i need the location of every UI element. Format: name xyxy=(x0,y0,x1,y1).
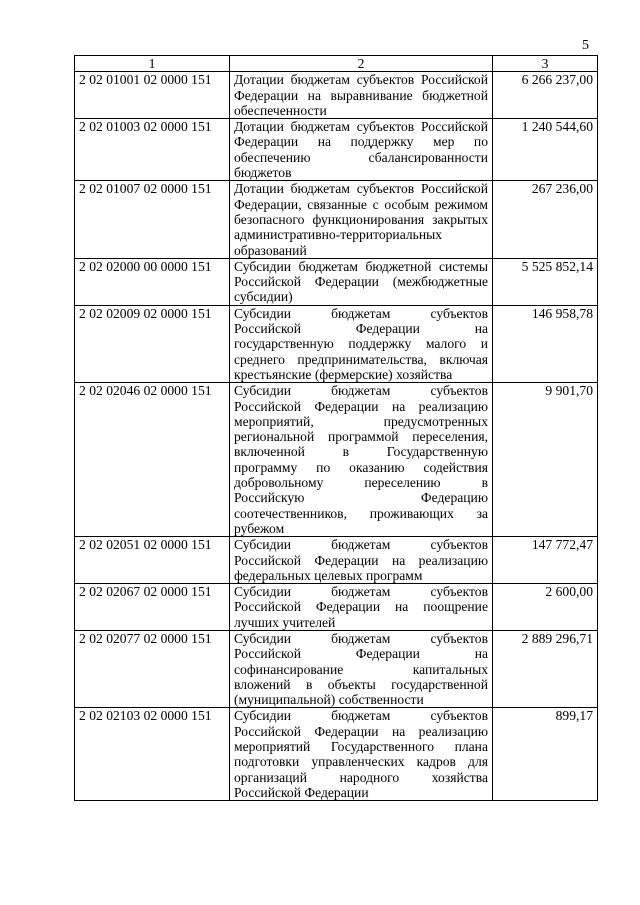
description-line: Федерации на поддержку мер по xyxy=(234,134,488,150)
description-line: Субсидии бюджетам субъектов xyxy=(234,708,488,724)
amount-cell: 147 772,47 xyxy=(493,537,598,584)
description-cell xyxy=(230,708,493,801)
description-line: (муниципальной) собственности xyxy=(234,692,424,708)
budget-code-cell: 2 02 01003 02 0000 151 xyxy=(75,119,230,181)
budget-code-cell: 2 02 01007 02 0000 151 xyxy=(75,181,230,258)
column-header-code: 1 xyxy=(75,56,230,72)
description-line: организаций народного хозяйства xyxy=(234,769,488,785)
table-row xyxy=(75,630,598,707)
table-row xyxy=(75,181,598,258)
amount-cell: 2 889 296,71 xyxy=(493,630,598,707)
amount-cell: 9 901,70 xyxy=(493,383,598,537)
table-body xyxy=(75,72,598,801)
budget-code-cell: 2 02 02077 02 0000 151 xyxy=(75,630,230,707)
description-line: мероприятий, предусмотренных xyxy=(234,413,488,429)
description-line: Российской Федерации на реализацию xyxy=(234,723,488,739)
column-header-amount: 3 xyxy=(493,56,598,72)
description-line: добровольному переселению в xyxy=(234,475,488,491)
description-cell xyxy=(230,537,493,584)
description-line: Субсидии бюджетам субъектов xyxy=(234,305,488,321)
description-line: Российской Федерации (межбюджетные xyxy=(234,274,488,290)
budget-code-cell: 2 02 01001 02 0000 151 xyxy=(75,72,230,119)
table-row xyxy=(75,383,598,537)
description-line: Российской Федерации на реализацию xyxy=(234,552,488,568)
description-line: образований xyxy=(234,242,307,258)
description-line: Субсидии бюджетам субъектов xyxy=(234,537,488,553)
budget-code-cell: 2 02 02000 00 0000 151 xyxy=(75,258,230,305)
description-cell xyxy=(230,258,493,305)
amount-cell: 2 600,00 xyxy=(493,584,598,631)
budget-code-cell: 2 02 02103 02 0000 151 xyxy=(75,708,230,801)
amount-cell: 146 958,78 xyxy=(493,305,598,382)
table-row xyxy=(75,584,598,631)
description-line: Дотации бюджетам субъектов Российской xyxy=(234,119,488,135)
description-line: Российскую Федерацию xyxy=(234,490,488,506)
description-line: обеспеченности xyxy=(234,102,327,118)
table-row xyxy=(75,537,598,584)
description-line: государственную поддержку малого и xyxy=(234,336,488,352)
description-cell xyxy=(230,119,493,181)
description-line: среднего предпринимательства, включая xyxy=(234,351,488,367)
description-line: обеспечению сбалансированности xyxy=(234,149,488,165)
description-cell xyxy=(230,630,493,707)
description-line: региональной программой переселения, xyxy=(234,429,488,445)
description-line: софинансирование капитальных xyxy=(234,661,488,677)
budget-code-cell: 2 02 02046 02 0000 151 xyxy=(75,383,230,537)
budget-revenue-table xyxy=(74,55,598,801)
column-header-description: 2 xyxy=(230,56,493,72)
description-line: федеральных целевых программ xyxy=(234,567,423,583)
description-line: рубежом xyxy=(234,520,285,536)
description-line: Российской Федерации на xyxy=(234,646,488,662)
description-line: подготовки управленческих кадров для xyxy=(234,754,488,770)
description-cell xyxy=(230,383,493,537)
description-line: Российской Федерации на xyxy=(234,321,488,337)
table-row xyxy=(75,258,598,305)
amount-cell: 5 525 852,14 xyxy=(493,258,598,305)
description-line: Федерации, связанные с особым режимом xyxy=(234,196,488,212)
table-row xyxy=(75,305,598,382)
description-line: вложений в объекты государственной xyxy=(234,676,488,692)
description-line: Российской Федерации xyxy=(234,784,369,800)
description-line: Федерации на выравнивание бюджетной xyxy=(234,87,488,103)
description-line: программу по оказанию содействия xyxy=(234,459,488,475)
description-line: Дотации бюджетам субъектов Российской xyxy=(234,72,488,88)
description-line: Субсидии бюджетам субъектов xyxy=(234,584,488,600)
page-number: 5 xyxy=(582,38,589,53)
description-line: субсидии) xyxy=(234,289,293,305)
description-line: лучших учителей xyxy=(234,614,336,630)
budget-code-cell: 2 02 02009 02 0000 151 xyxy=(75,305,230,382)
description-line: включенной в Государственную xyxy=(234,444,488,460)
description-line: мероприятий Государственного плана xyxy=(234,739,488,755)
amount-cell: 1 240 544,60 xyxy=(493,119,598,181)
amount-cell: 267 236,00 xyxy=(493,181,598,258)
amount-cell: 6 266 237,00 xyxy=(493,72,598,119)
amount-cell: 899,17 xyxy=(493,708,598,801)
budget-code-cell: 2 02 02067 02 0000 151 xyxy=(75,584,230,631)
description-line: Субсидии бюджетам субъектов xyxy=(234,630,488,646)
description-line: Российской Федерации на поощрение xyxy=(234,599,488,615)
description-line: крестьянские (фермерские) хозяйства xyxy=(234,366,453,382)
description-cell xyxy=(230,72,493,119)
table-row xyxy=(75,119,598,181)
budget-code-cell: 2 02 02051 02 0000 151 xyxy=(75,537,230,584)
description-line: Дотации бюджетам субъектов Российской xyxy=(234,181,488,197)
description-line: безопасного функционирования закрытых xyxy=(234,211,488,227)
table-row xyxy=(75,708,598,801)
description-line: бюджетов xyxy=(234,165,292,181)
description-cell xyxy=(230,305,493,382)
description-line: административно-территориальных xyxy=(234,227,443,243)
description-cell xyxy=(230,584,493,631)
description-line: Российской Федерации на реализацию xyxy=(234,398,488,414)
description-cell xyxy=(230,181,493,258)
description-line: Субсидии бюджетам бюджетной системы xyxy=(234,258,488,274)
description-line: соотечественников, проживающих за xyxy=(234,505,488,521)
table-header-row xyxy=(75,56,598,72)
table-row xyxy=(75,72,598,119)
description-line: Субсидии бюджетам субъектов xyxy=(234,383,488,399)
